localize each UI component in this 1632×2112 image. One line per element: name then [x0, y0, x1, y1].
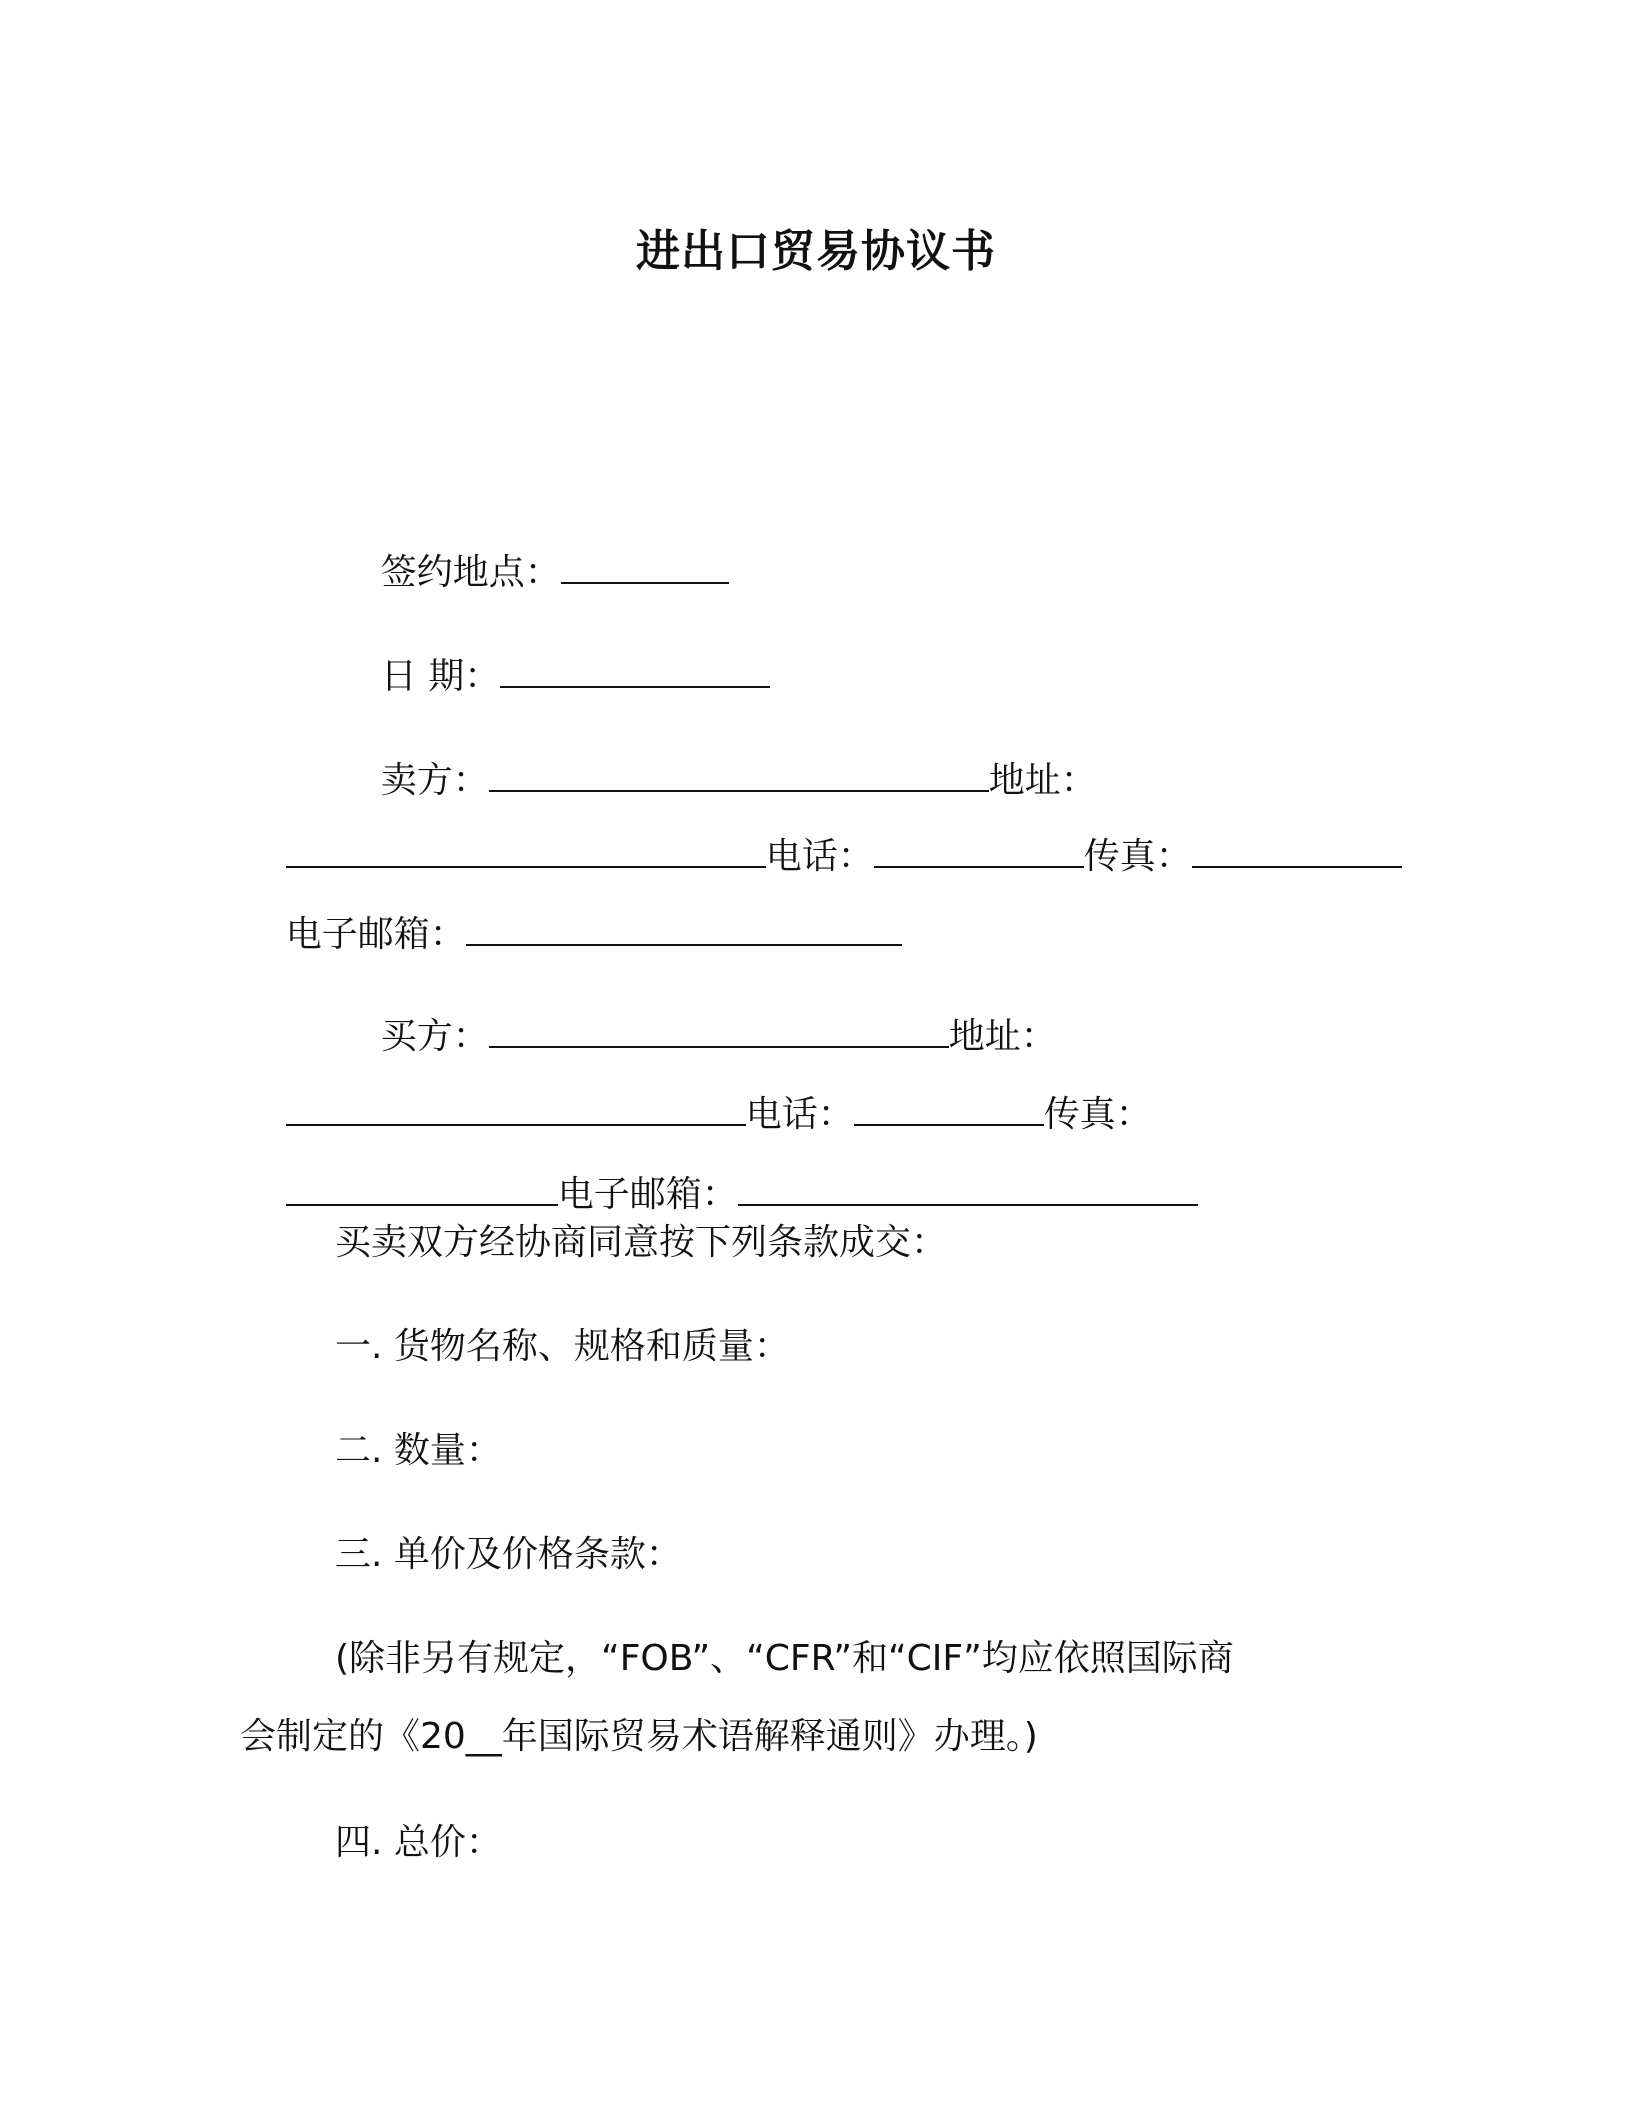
buyer-email-blank[interactable] — [738, 1168, 1198, 1206]
clause-unit-price: 三. 单价及价格条款： — [335, 1534, 682, 1575]
buyer-label: 买方： — [380, 1016, 489, 1057]
seller-email-label: 电子邮箱： — [285, 914, 466, 955]
buyer-phone-label: 电话： — [745, 1094, 854, 1135]
note-line-1: (除非另有规定，“FOB”、“CFR”和“CIF”均应依照国际商 — [335, 1638, 1234, 1679]
buyer-fax-blank[interactable] — [286, 1168, 558, 1206]
date-label: 日 期： — [380, 656, 501, 697]
sign-place-label: 签约地点： — [380, 552, 561, 593]
document-title: 进出口贸易协议书 — [636, 226, 996, 277]
date-blank[interactable] — [500, 650, 770, 688]
sign-place-blank[interactable] — [561, 546, 729, 584]
seller-email-blank[interactable] — [466, 908, 902, 946]
note-line-2: 会制定的《20__年国际贸易术语解释通则》办理。) — [240, 1716, 1038, 1757]
buyer-email-label: 电子邮箱： — [557, 1174, 738, 1215]
clause-goods: 一. 货物名称、规格和质量： — [335, 1326, 790, 1367]
seller-fax-label: 传真： — [1083, 836, 1192, 877]
seller-label: 卖方： — [380, 760, 489, 801]
buyer-fax-label: 传真： — [1043, 1094, 1152, 1135]
clause-quantity: 二. 数量： — [335, 1430, 502, 1471]
seller-phone-label: 电话： — [765, 836, 874, 877]
buyer-address-label: 地址： — [948, 1016, 1057, 1057]
clause-total-price: 四. 总价： — [335, 1822, 502, 1863]
seller-address-label: 地址： — [988, 760, 1097, 801]
agreement-intro: 买卖双方经协商同意按下列条款成交： — [335, 1222, 948, 1263]
